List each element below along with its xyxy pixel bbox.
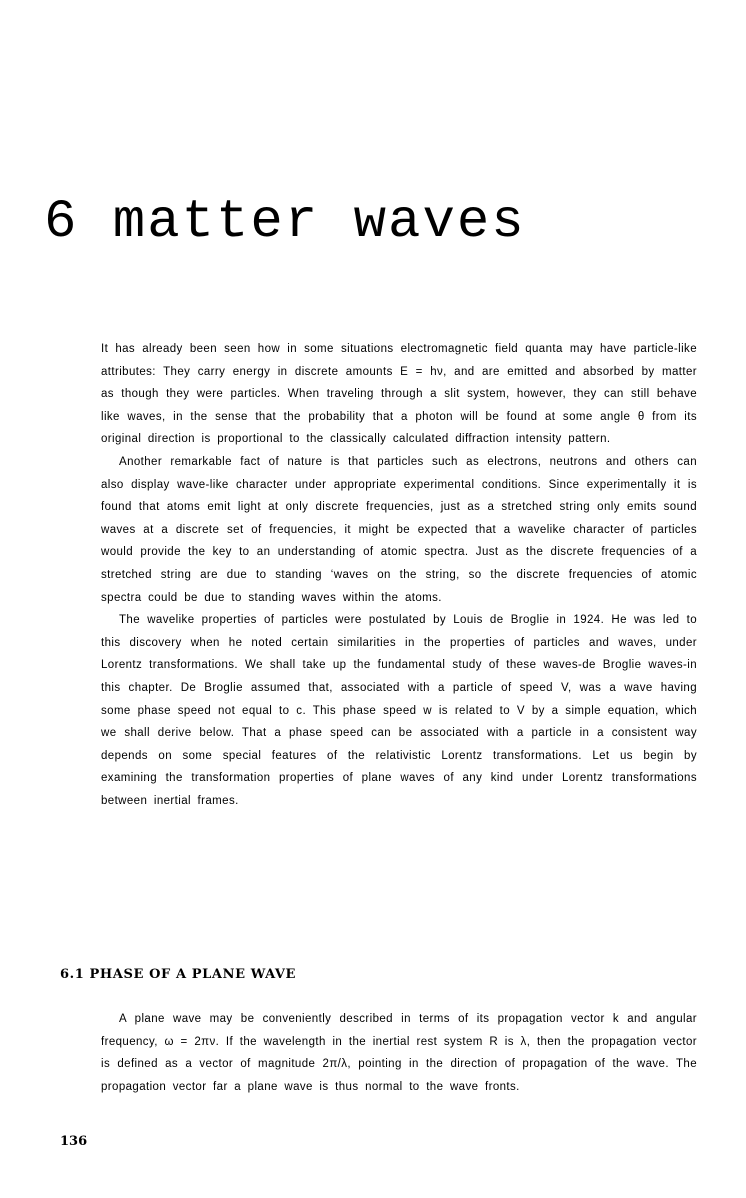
section-heading: 6.1 PHASE OF A PLANE WAVE [60, 967, 297, 982]
chapter-title: 6 matter waves [44, 192, 526, 253]
chapter-intro [101, 338, 697, 812]
paragraph-1: It has already been seen how in some situations electromagnetic field quanta may have particle-like attributes: They carry energy in discrete amounts E = hν, and are emitted and absorbed by matter as though they were particles. When traveling through a slit system, however, they can still behave like waves, in the sense that the probability that a photon will be found at some angle θ from its original direction is proportional to the classically calculated diffraction intensity pattern. [101, 343, 697, 446]
paragraph-3: The wavelike properties of particles were postulated by Louis de Broglie in 1924. He was led to this discovery when he noted certain similarities in the properties of particles and waves, under Lorentz transformations. We shall take up the fundamental study of these waves-de Broglie waves-in this chapter. De Broglie assumed that, associated with a particle of speed V, was a wave having some phase speed not equal to c. This phase speed w is related to V by a simple equation, which we shall derive below. That a phase speed can be associated with a particle in a consistent way depends on some special features of the relativistic Lorentz transformations. Let us begin by examining the transformation properties of plane waves of any kind under Lorentz transformations between inertial frames. [101, 614, 697, 807]
section-body [101, 1008, 697, 1098]
page-number: 136 [60, 1134, 88, 1149]
paragraph-2: Another remarkable fact of nature is that particles such as electrons, neutrons and others can also display wave-like character under appropriate experimental conditions. Since experimentally it is found that atoms emit light at only discrete frequencies, just as a stretched string only emits sound waves at a discrete set of frequencies, it might be expected that a wavelike character of particles would provide the key to an understanding of atomic spectra. Just as the discrete frequencies of a stretched string are due to standing ‘waves on the string, so the discrete frequencies of atomic spectra could be due to standing waves within the atoms. [101, 455, 697, 604]
section-paragraph: A plane wave may be conveniently described in terms of its propagation vector k and angular frequency, ω = 2πν. If the wavelength in the inertial rest system R is λ, then the propagation vector is defined as a vector of magnitude 2π/λ, pointing in the direction of propagation of the wave. The propagation vector far a plane wave is thus normal to the wave fronts. [101, 1013, 697, 1093]
